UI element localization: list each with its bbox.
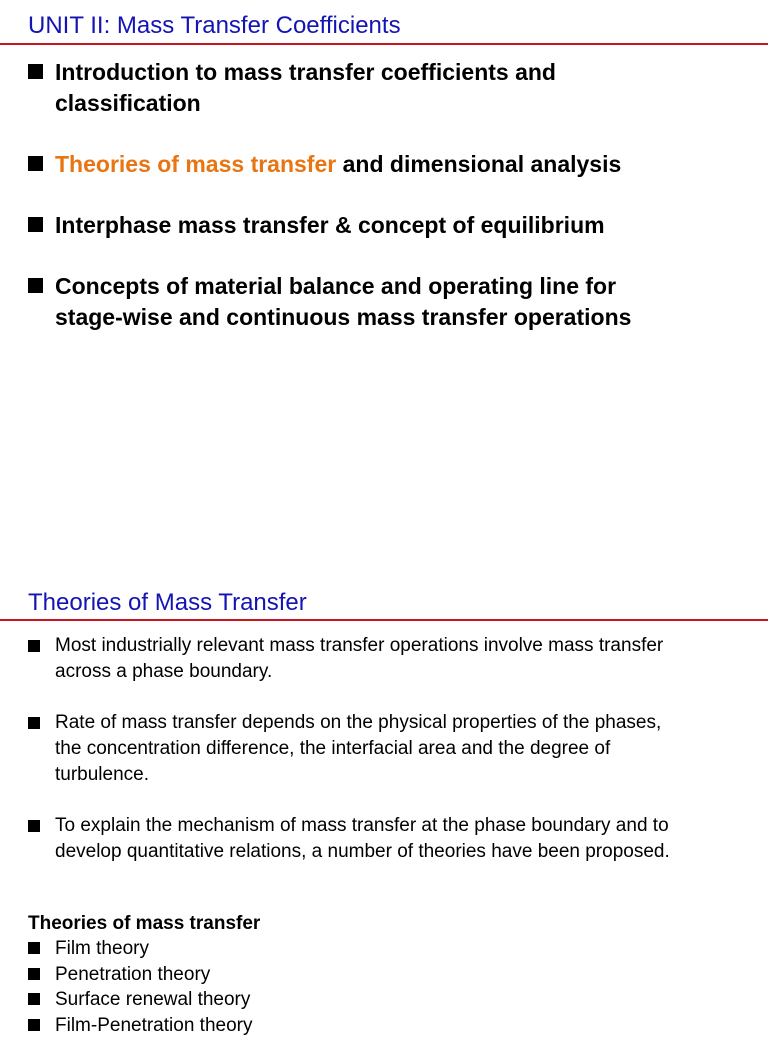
bullet-text-line: Introduction to mass transfer coefficients and <box>55 59 556 85</box>
bullet-list <box>28 633 748 890</box>
highlighted-text: Theories of mass transfer <box>55 151 336 177</box>
bullet-text-line: the concentration difference, the interfacial area and the degree of <box>55 738 610 759</box>
square-bullet-icon <box>28 640 40 652</box>
bullet-item <box>28 633 748 685</box>
bullet-text-line: across a phase boundary. <box>55 661 272 682</box>
theory-item <box>28 936 748 962</box>
theory-name: Film theory <box>55 938 149 959</box>
bullet-text-line: develop quantitative relations, a number of theories have been proposed. <box>55 841 670 862</box>
bullet-item <box>28 149 748 180</box>
bullet-text-line: turbulence. <box>55 764 149 785</box>
bullet-item <box>28 57 748 119</box>
square-bullet-icon <box>28 717 40 729</box>
bullet-item <box>28 210 748 241</box>
theories-heading: Theories of mass transfer <box>28 912 260 936</box>
theory-item <box>28 987 748 1013</box>
bullet-text-line: To explain the mechanism of mass transfer at the phase boundary and to <box>55 815 669 836</box>
square-bullet-icon <box>28 278 43 293</box>
bullet-item <box>28 271 748 333</box>
theory-item <box>28 1013 748 1038</box>
square-bullet-icon <box>28 993 40 1005</box>
square-bullet-icon <box>28 64 43 79</box>
square-bullet-icon <box>28 156 43 171</box>
square-bullet-icon <box>28 1019 40 1031</box>
bullet-text-line: classification <box>55 90 201 116</box>
square-bullet-icon <box>28 217 43 232</box>
theory-name: Surface renewal theory <box>55 989 250 1010</box>
theory-list <box>28 936 748 1038</box>
bullet-text-line: Most industrially relevant mass transfer operations involve mass transfer <box>55 635 663 656</box>
bullet-item <box>28 710 748 788</box>
theory-item <box>28 962 748 988</box>
bullet-text: and dimensional analysis <box>336 151 621 177</box>
slide-title: UNIT II: Mass Transfer Coefficients <box>28 12 401 40</box>
title-divider <box>0 619 768 621</box>
slide-theories <box>0 580 768 1024</box>
title-divider <box>0 43 768 45</box>
square-bullet-icon <box>28 968 40 980</box>
theory-name: Film-Penetration theory <box>55 1015 252 1036</box>
square-bullet-icon <box>28 942 40 954</box>
slide-title: Theories of Mass Transfer <box>28 589 307 617</box>
bullet-item <box>28 813 748 865</box>
square-bullet-icon <box>28 820 40 832</box>
bullet-list <box>28 57 748 363</box>
bullet-text-line: Rate of mass transfer depends on the physical properties of the phases, <box>55 712 661 733</box>
theory-name: Penetration theory <box>55 964 210 985</box>
bullet-text: Interphase mass transfer & concept of equilibrium <box>55 212 605 238</box>
bullet-text-line: stage-wise and continuous mass transfer operations <box>55 304 631 330</box>
bullet-text-line: Concepts of material balance and operating line for <box>55 273 616 299</box>
